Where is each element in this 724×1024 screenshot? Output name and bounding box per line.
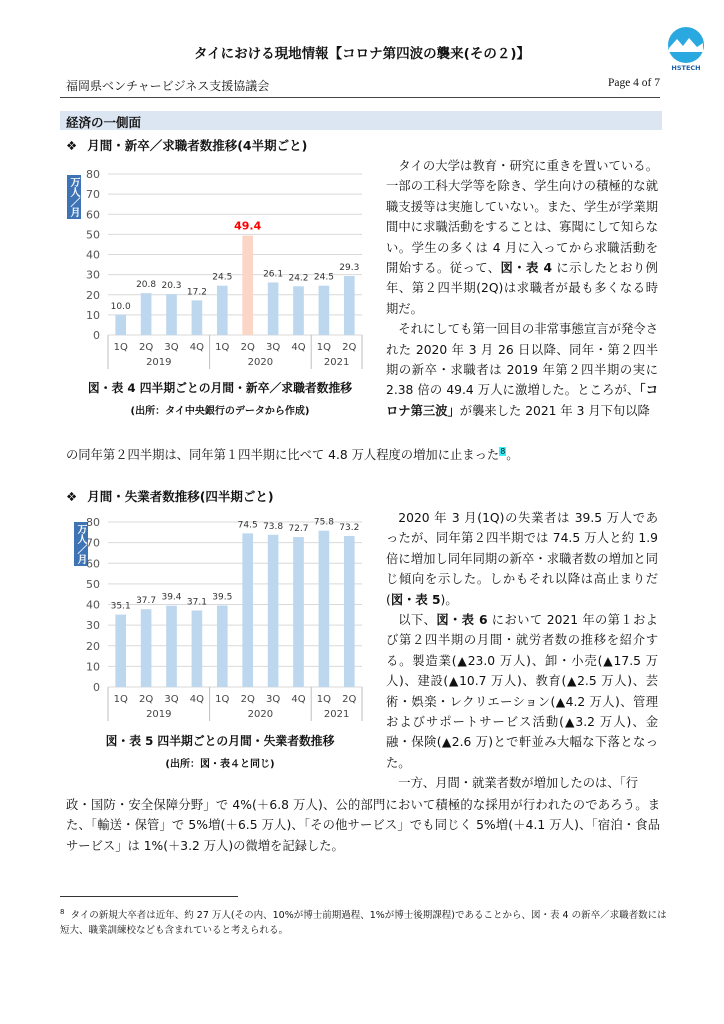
x-tick-label: 1Q xyxy=(215,694,230,705)
x-tick-label: 4Q xyxy=(189,342,205,353)
data-label: 17.2 xyxy=(186,287,207,298)
data-label: 20.8 xyxy=(136,280,157,291)
bar xyxy=(217,606,228,687)
bar xyxy=(319,531,330,687)
bar xyxy=(141,609,152,687)
paragraph-3: 2020 年 3 月(1Q)の失業者は 39.5 万人であったが、同年第２四半期では 74.5 万人と約 1.9 倍に増加し同年同期の新卒・求職者数の増加と同じ傾向を示した。しかもそれ以降は高止まりだ(図・表 5)。 xyxy=(386,511,658,607)
group-label: 2021 xyxy=(323,357,350,368)
bar xyxy=(268,282,279,335)
bar xyxy=(242,236,253,335)
x-tick-label: 3Q xyxy=(265,342,281,353)
bar xyxy=(115,615,126,687)
paragraph-2-continued: の同年第２四半期は、同年第１四半期に比べて 4.8 万人程度の増加に止まった$^8$。 xyxy=(66,447,519,463)
x-tick-label: 4Q xyxy=(291,342,306,353)
x-tick-label: 2Q xyxy=(240,342,255,353)
y-tick-label: 10 xyxy=(86,308,100,322)
data-label: 24.2 xyxy=(288,273,309,284)
group-label: 2019 xyxy=(146,357,172,368)
data-label: 74.5 xyxy=(237,520,258,531)
x-tick-label: 1Q xyxy=(113,342,128,353)
x-tick-label: 3Q xyxy=(265,694,281,705)
bar xyxy=(268,535,279,687)
data-label: 35.1 xyxy=(110,601,131,612)
bar xyxy=(242,533,253,687)
x-tick-label: 2Q xyxy=(138,694,154,705)
chart2-caption: 図・表 5 四半期ごとの月間・失業者数推移 xyxy=(105,734,335,748)
group-label: 2020 xyxy=(247,357,274,368)
y-tick-label: 70 xyxy=(86,536,100,550)
x-tick-label: 4Q xyxy=(291,694,306,705)
paragraph-5-start: 一方、月間・就業者数が増加したのは、「行 xyxy=(398,776,639,791)
bar xyxy=(115,315,126,335)
hstech-logo xyxy=(664,26,708,72)
x-tick-label: 2Q xyxy=(342,342,357,353)
x-tick-label: 1Q xyxy=(316,342,332,353)
chart1-svg xyxy=(80,160,370,375)
subsection-heading-1 xyxy=(66,136,307,154)
data-label: 26.1 xyxy=(263,269,284,280)
subsection-title-2: 月間・失業者数推移(四半期ごと) xyxy=(87,489,274,504)
data-label: 10.0 xyxy=(110,301,131,312)
bar xyxy=(192,610,203,687)
text-block-2 xyxy=(386,508,658,794)
y-tick-label: 70 xyxy=(86,188,100,202)
section-band xyxy=(60,111,662,130)
section-heading: 経済の一側面 xyxy=(66,115,142,130)
y-tick-label: 30 xyxy=(86,268,100,282)
data-label: 73.2 xyxy=(339,523,360,534)
bar xyxy=(293,537,304,687)
header-divider xyxy=(60,97,660,98)
chart2-unit-label: 万人／月 xyxy=(75,524,86,564)
chart1-caption: 図・表 4 四半期ごとの月間・新卒／求職者数推移 xyxy=(87,381,353,395)
paragraph-2: それにしても第一回目の非常事態宣言が発令された 2020 年 3 月 26 日以降、同年・第２四半期の新卒・求職者は 2019 年第２四半期の実に 2.38 倍の 49.4 万人に激増した。ところが、「コロナ第三波」が襲来した 2021 年 3 月下旬以降 xyxy=(386,322,658,418)
subsection-title-1: 月間・新卒／求職者数推移(4半期ごと) xyxy=(87,138,308,153)
group-label: 2019 xyxy=(146,709,172,720)
x-tick-label: 1Q xyxy=(113,694,128,705)
footnote xyxy=(60,905,670,938)
y-tick-label: 60 xyxy=(86,557,100,571)
data-label: 37.1 xyxy=(186,597,207,608)
data-label: 75.8 xyxy=(313,517,334,528)
y-tick-label: 40 xyxy=(86,598,100,612)
bar xyxy=(192,300,203,335)
y-tick-label: 60 xyxy=(86,208,100,222)
x-tick-label: 3Q xyxy=(164,342,179,353)
y-tick-label: 50 xyxy=(86,577,100,591)
bar xyxy=(166,606,177,687)
footnote-ref-8[interactable]: 8 xyxy=(500,447,506,456)
chart2-source: (出所：図・表４と同じ) xyxy=(165,759,275,770)
chart1-source: (出所：タイ中央銀行のデータから作成) xyxy=(130,406,310,417)
group-label: 2020 xyxy=(247,709,274,720)
y-tick-label: 80 xyxy=(86,516,100,529)
group-label: 2021 xyxy=(323,709,350,720)
x-tick-label: 2Q xyxy=(138,342,154,353)
y-tick-label: 10 xyxy=(86,660,100,674)
footnote-number: 8 xyxy=(60,908,65,916)
bar xyxy=(217,286,228,335)
document-title: タイにおける現地情報【コロナ第四波の襲来(その２)】 xyxy=(193,46,531,62)
x-tick-label: 2Q xyxy=(342,694,357,705)
data-label: 24.5 xyxy=(313,272,334,283)
bar xyxy=(166,294,177,335)
data-label: 39.5 xyxy=(212,592,233,603)
y-tick-label: 40 xyxy=(86,248,100,262)
bar xyxy=(344,276,355,335)
subsection-heading-2 xyxy=(66,487,274,505)
text-block-1 xyxy=(386,156,658,421)
footnote-divider xyxy=(60,896,238,897)
bar xyxy=(319,286,330,335)
paragraph-5-continued: 政・国防・安全保障分野」で 4%(＋6.8 万人)、公的部門において積極的な採用が行われたのであろう。また、「輸送・保管」で 5%増(＋6.5 万人)、「その他サービス」でも同じく 5%増(＋4.1 万人)、「宿泊・食品サービス」は 1%(＋3.2 万人)の微増を記録した。 xyxy=(66,798,660,853)
bar xyxy=(344,536,355,687)
page-number: Page 4 of 7 xyxy=(607,77,660,89)
data-label: 37.7 xyxy=(136,596,157,607)
footnote-text: タイの新規大卒者は近年、約 27 万人(その内、10%が博士前期過程、1%が博士後期課程)であることから、図・表 4 の新卒／求職者数には短大、職業訓練校なども含まれていると考えられる。 xyxy=(60,910,667,937)
y-tick-label: 20 xyxy=(86,288,100,302)
logo-text: HSTECH xyxy=(671,64,701,72)
x-tick-label: 1Q xyxy=(215,342,230,353)
x-tick-label: 3Q xyxy=(164,694,179,705)
organization-name: 福岡県ベンチャービジネス支援協議会 xyxy=(66,79,270,93)
y-tick-label: 0 xyxy=(93,329,100,342)
chart1-unit-label: 万人／月 xyxy=(68,177,79,217)
data-label: 29.3 xyxy=(339,263,360,274)
data-label: 73.8 xyxy=(263,521,284,532)
x-tick-label: 2Q xyxy=(240,694,255,705)
x-tick-label: 1Q xyxy=(316,694,332,705)
y-tick-label: 50 xyxy=(86,228,100,242)
bar xyxy=(293,286,304,335)
x-tick-label: 4Q xyxy=(189,694,205,705)
diamond-bullet-icon: ❖ xyxy=(66,138,78,153)
data-label: 20.3 xyxy=(161,281,182,292)
y-tick-label: 20 xyxy=(86,639,100,653)
bar xyxy=(141,293,152,335)
y-tick-label: 80 xyxy=(86,168,100,181)
data-label: 49.4 xyxy=(234,219,262,233)
data-label: 39.4 xyxy=(161,592,182,603)
chart2-svg xyxy=(80,510,370,722)
data-label: 24.5 xyxy=(212,272,233,283)
paragraph-4: 以下、図・表 6 において 2021 年の第１および第２四半期の月間・就労者数の推移を紹介する。製造業(▲23.0 万人)、卸・小売(▲17.5 万人)、建設(▲10.7 万人)、教育(▲2.5 万人)、芸術・娯楽・レクリエーション(▲4.2 万人)、管理およびサポートサービス活動(▲3.2 万人)、金融・保険(▲2.6 万)とで軒並み大幅な下落となった。 xyxy=(386,613,658,770)
diamond-bullet-icon: ❖ xyxy=(66,489,78,504)
y-tick-label: 0 xyxy=(93,681,100,694)
data-label: 72.7 xyxy=(288,524,309,535)
paragraph-1: タイの大学は教育・研究に重きを置いている。一部の工科大学等を除き、学生向けの積極的な就職支援等は実施していない。また、学生が学業期間中に求職活動をすることは、寡聞にして知らない。学生の多くは 4 月に入ってから求職活動を開始する。従って、図・表 4 に示したとおり例年、第２四半期(2Q)は求職者が最も多くなる時期だ。 xyxy=(386,159,658,316)
y-tick-label: 30 xyxy=(86,619,100,633)
